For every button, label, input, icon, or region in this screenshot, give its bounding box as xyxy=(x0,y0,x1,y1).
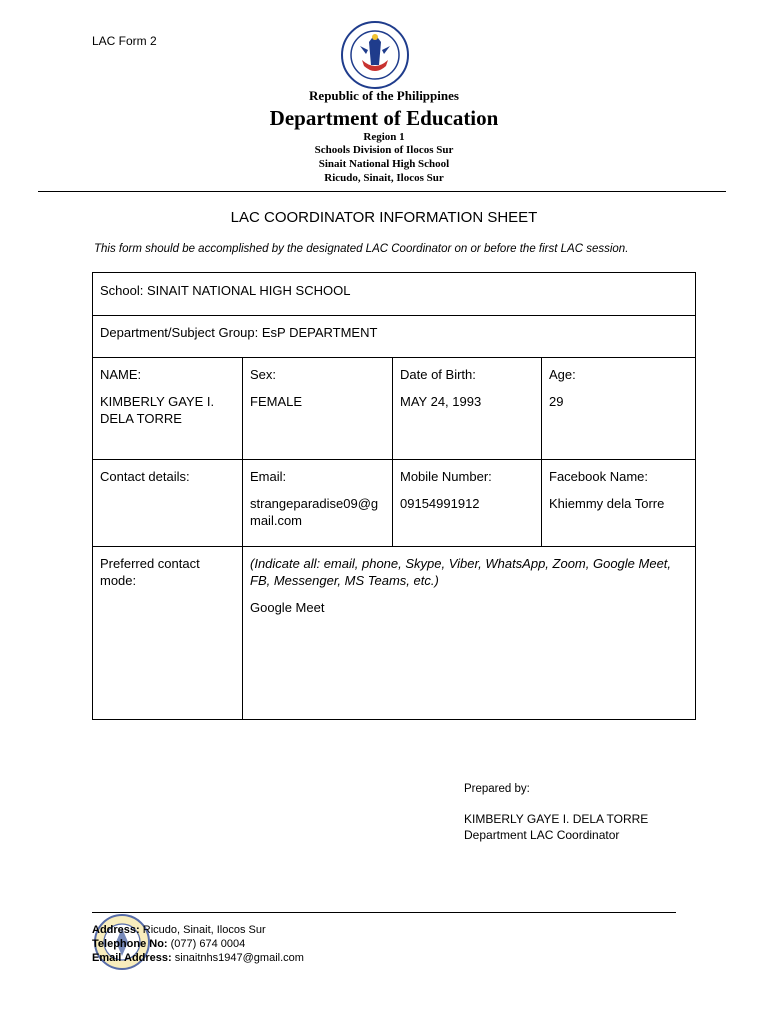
deped-seal-logo xyxy=(340,20,410,90)
footer-email xyxy=(92,951,304,965)
header-divider xyxy=(38,191,726,192)
facebook-label: Facebook Name: xyxy=(549,469,648,484)
contact-label: Contact details: xyxy=(100,469,190,484)
footer-address-label: Address: xyxy=(92,924,140,936)
footer-address xyxy=(92,923,266,937)
mobile-value: 09154991912 xyxy=(400,496,480,511)
region-heading: Region 1 xyxy=(363,131,405,143)
age-value: 29 xyxy=(549,394,564,409)
age-label: Age: xyxy=(549,367,576,382)
footer-telephone xyxy=(92,937,245,951)
form-number: LAC Form 2 xyxy=(92,34,157,48)
name-value: KIMBERLY GAYE I. DELA TORRE xyxy=(100,394,215,426)
contact-label-cell xyxy=(93,460,243,547)
prepared-by-role: Department LAC Coordinator xyxy=(464,828,620,842)
instruction-text: This form should be accomplished by the designated LAC Coordinator on or before the first LAC session. xyxy=(94,243,629,255)
school-cell: School: SINAIT NATIONAL HIGH SCHOOL xyxy=(93,273,696,316)
sex-label: Sex: xyxy=(250,367,277,382)
footer-telephone-label: Telephone No: xyxy=(92,938,168,950)
mobile-label: Mobile Number: xyxy=(400,469,492,484)
contact-row xyxy=(93,460,696,547)
footer-divider xyxy=(92,912,676,913)
sheet-title: LAC COORDINATOR INFORMATION SHEET xyxy=(230,209,538,226)
age-cell xyxy=(542,358,696,460)
personal-info-row xyxy=(93,358,696,460)
republic-heading: Republic of the Philippines xyxy=(309,88,459,103)
footer-email-value: sinaitnhs1947@gmail.com xyxy=(174,952,304,964)
email-value: strangeparadise09@gmail.com xyxy=(250,496,379,528)
mobile-cell xyxy=(393,460,542,547)
name-label: NAME: xyxy=(100,367,142,382)
dob-value: MAY 24, 1993 xyxy=(400,394,482,409)
prepared-by-name: KIMBERLY GAYE I. DELA TORRE xyxy=(464,812,649,826)
preferred-value-cell xyxy=(243,547,696,720)
facebook-value: Khiemmy dela Torre xyxy=(549,496,665,511)
school-heading: Sinait National High School xyxy=(318,158,450,170)
school-row xyxy=(93,273,696,316)
footer-telephone-value: (077) 674 0004 xyxy=(170,938,246,950)
preferred-contact-row xyxy=(93,547,696,720)
email-label: Email: xyxy=(250,469,287,484)
coordinator-info-table xyxy=(92,272,696,720)
prepared-by-label: Prepared by: xyxy=(464,783,530,795)
department-cell: Department/Subject Group: EsP DEPARTMENT xyxy=(93,316,696,358)
dob-label: Date of Birth: xyxy=(400,367,476,382)
footer-email-label: Email Address: xyxy=(92,952,172,964)
preferred-note: (Indicate all: email, phone, Skype, Viber, WhatsApp, Zoom, Google Meet, FB, Messenger, MS Teams, etc.) xyxy=(250,556,672,588)
preferred-value: Google Meet xyxy=(250,600,325,615)
address-heading: Ricudo, Sinait, Ilocos Sur xyxy=(324,172,444,184)
facebook-cell xyxy=(542,460,696,547)
dob-cell xyxy=(393,358,542,460)
name-cell xyxy=(93,358,243,460)
preferred-label: Preferred contact mode: xyxy=(100,556,200,588)
division-heading: Schools Division of Ilocos Sur xyxy=(314,144,454,156)
sex-cell xyxy=(243,358,393,460)
sex-value: FEMALE xyxy=(250,394,303,409)
department-heading: Department of Education xyxy=(269,106,499,130)
department-row xyxy=(93,316,696,358)
footer-address-value: Ricudo, Sinait, Ilocos Sur xyxy=(142,924,266,936)
preferred-label-cell xyxy=(93,547,243,720)
email-cell xyxy=(243,460,393,547)
